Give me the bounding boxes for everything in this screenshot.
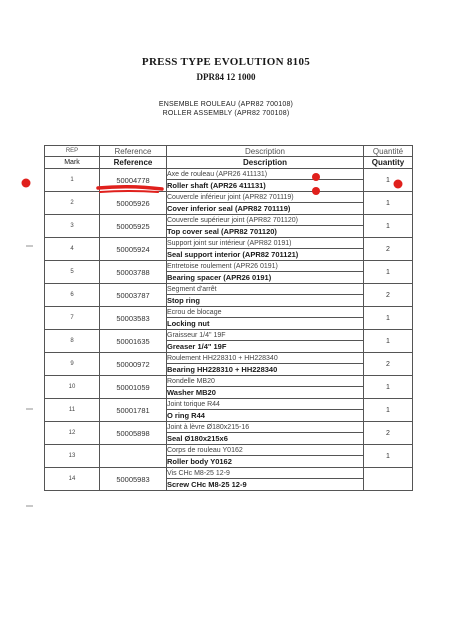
cell-description-en: Roller shaft (APR26 411131) — [167, 180, 364, 192]
cell-quantity: 1 — [364, 307, 413, 330]
cell-description-fr: Support joint sur intérieur (APR82 0191) — [167, 238, 364, 249]
cell-rep: 8 — [45, 330, 100, 353]
cell-description-fr: Couvercle inférieur joint (APR82 701119) — [167, 192, 364, 203]
cell-reference: 50001781 — [100, 399, 167, 422]
cell-description-en: Bearing spacer (APR26 0191) — [167, 272, 364, 284]
cell-quantity — [364, 468, 413, 491]
cell-description-en: Bearing HH228310 + HH228340 — [167, 364, 364, 376]
red-marker-dot — [22, 179, 31, 188]
cell-description-fr: Axe de rouleau (APR26 411131) — [167, 169, 364, 180]
cell-rep: 12 — [45, 422, 100, 445]
cell-rep: 9 — [45, 353, 100, 376]
cell-quantity: 1 — [364, 192, 413, 215]
cell-description-en: Locking nut — [167, 318, 364, 330]
cell-quantity: 1 — [364, 169, 413, 192]
table-row — [45, 422, 413, 433]
cell-quantity: 2 — [364, 353, 413, 376]
table-row — [45, 238, 413, 249]
col-header-rep-en: Mark — [45, 157, 100, 169]
assembly-name-en: ROLLER ASSEMBLY (APR82 700108) — [162, 110, 290, 117]
assembly-name-fr: ENSEMBLE ROULEAU (APR82 700108) — [158, 101, 294, 108]
cell-reference: 50001059 — [100, 376, 167, 399]
cell-rep: 1 — [45, 169, 100, 192]
cell-reference: 50005926 — [100, 192, 167, 215]
cell-rep: 10 — [45, 376, 100, 399]
col-header-desc-en: Description — [167, 157, 364, 169]
cell-quantity: 1 — [364, 399, 413, 422]
cell-reference: 50004778 — [100, 169, 167, 192]
cell-description-fr: Corps de rouleau Y0162 — [167, 445, 364, 456]
col-header-rep-fr: REP — [45, 146, 100, 157]
cell-description-fr: Roulement HH228310 + HH228340 — [167, 353, 364, 364]
cell-reference — [100, 445, 167, 468]
cell-reference: 50005924 — [100, 238, 167, 261]
table-row — [45, 169, 413, 180]
cell-rep: 3 — [45, 215, 100, 238]
col-header-qty-fr: Quantité — [364, 146, 413, 157]
cell-quantity: 2 — [364, 284, 413, 307]
cell-description-en: Greaser 1/4" 19F — [167, 341, 364, 353]
cell-rep: 5 — [45, 261, 100, 284]
cell-description-fr: Ecrou de blocage — [167, 307, 364, 318]
cell-description-en: Stop ring — [167, 295, 364, 307]
document-subtitle: DPR84 12 1000 — [196, 72, 256, 82]
cell-quantity: 1 — [364, 330, 413, 353]
cell-description-fr: Couvercle supérieur joint (APR82 701120) — [167, 215, 364, 226]
cell-quantity: 1 — [364, 376, 413, 399]
cell-description-en: Washer MB20 — [167, 387, 364, 399]
cell-description-fr: Joint torique R44 — [167, 399, 364, 410]
cell-description-fr: Segment d'arrêt — [167, 284, 364, 295]
cell-description-fr: Rondelle MB20 — [167, 376, 364, 387]
table-row — [45, 468, 413, 479]
cell-quantity: 1 — [364, 261, 413, 284]
cell-description-fr: Vis CHc M8-25 12-9 — [167, 468, 364, 479]
cell-description-en: Screw CHc M8-25 12-9 — [167, 479, 364, 491]
table-row — [45, 284, 413, 295]
table-row — [45, 445, 413, 456]
col-header-ref-fr: Reference — [100, 146, 167, 157]
table-row — [45, 353, 413, 364]
cell-description-en: Top cover seal (APR82 701120) — [167, 226, 364, 238]
table-row — [45, 192, 413, 203]
cell-description-en: O ring R44 — [167, 410, 364, 422]
cell-rep: 4 — [45, 238, 100, 261]
cell-reference: 50003787 — [100, 284, 167, 307]
cell-description-fr: Graisseur 1/4" 19F — [167, 330, 364, 341]
table-row — [45, 215, 413, 226]
cell-rep: 14 — [45, 468, 100, 491]
col-header-ref-en: Reference — [100, 157, 167, 169]
table-row — [45, 399, 413, 410]
cell-description-en: Seal support interior (APR82 701121) — [167, 249, 364, 261]
cell-description-en: Roller body Y0162 — [167, 456, 364, 468]
cell-reference: 50005983 — [100, 468, 167, 491]
cell-description-fr: Entretoise roulement (APR26 0191) — [167, 261, 364, 272]
cell-rep: 2 — [45, 192, 100, 215]
col-header-desc-fr: Description — [167, 146, 364, 157]
table-row — [45, 261, 413, 272]
cell-rep: 7 — [45, 307, 100, 330]
cell-quantity: 2 — [364, 422, 413, 445]
cell-reference: 50003788 — [100, 261, 167, 284]
table-row — [45, 376, 413, 387]
col-header-qty-en: Quantity — [364, 157, 413, 169]
table-row — [45, 307, 413, 318]
cell-reference: 50005898 — [100, 422, 167, 445]
document-title: PRESS TYPE EVOLUTION 8105 — [141, 56, 311, 68]
cell-reference: 50003583 — [100, 307, 167, 330]
cell-quantity: 2 — [364, 238, 413, 261]
cell-reference: 50005925 — [100, 215, 167, 238]
cell-quantity: 1 — [364, 215, 413, 238]
cell-reference: 50001635 — [100, 330, 167, 353]
cell-rep: 13 — [45, 445, 100, 468]
parts-table — [44, 145, 413, 491]
cell-rep: 6 — [45, 284, 100, 307]
cell-reference: 50000972 — [100, 353, 167, 376]
cell-rep: 11 — [45, 399, 100, 422]
cell-description-en: Cover inferior seal (APR82 701119) — [167, 203, 364, 215]
table-row — [45, 330, 413, 341]
cell-quantity: 1 — [364, 445, 413, 468]
cell-description-en: Seal Ø180x215x6 — [167, 433, 364, 445]
cell-description-fr: Joint à lèvre Ø180x215-16 — [167, 422, 364, 433]
